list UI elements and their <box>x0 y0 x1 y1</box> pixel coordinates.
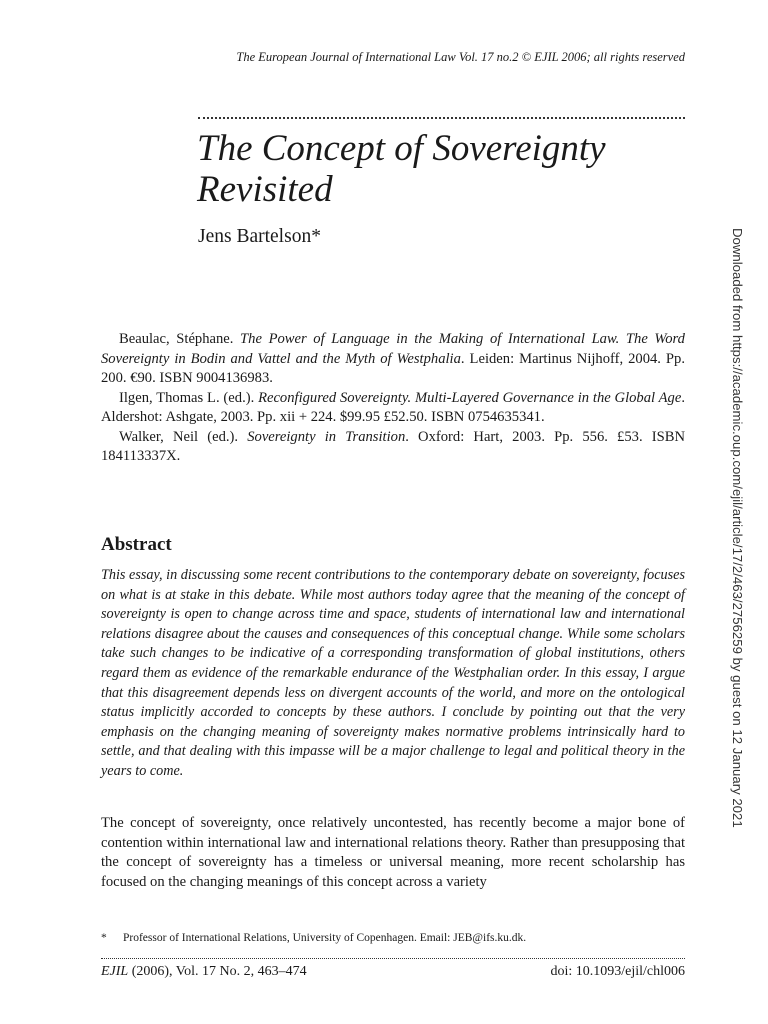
title-top-rule <box>198 117 685 119</box>
download-watermark-text: Downloaded from https://academic.oup.com/ejil/article/17/2/463/2756259 by guest on 12 January 2021 <box>730 228 745 828</box>
author-name: Jens Bartelson* <box>198 226 321 247</box>
reviewed-books-list <box>101 330 685 467</box>
footer-doi: doi: 10.1093/ejil/chl006 <box>550 964 685 979</box>
reference-details: . Leiden: Martinus Nijhoff, 2004. Pp. 200. €90. ISBN 9004136983. <box>101 350 685 386</box>
footnote-mark: * <box>101 932 107 944</box>
footnote-text: Professor of International Relations, University of Copenhagen. Email: JEB@ifs.ku.dk. <box>123 932 527 944</box>
reference-details: . Oxford: Hart, 2003. Pp. 556. £53. ISBN 184113337X. <box>101 428 685 464</box>
footnote <box>101 932 685 944</box>
reference-item <box>101 428 685 467</box>
reference-author: Walker, Neil (ed.). <box>119 428 248 445</box>
body-paragraph: The concept of sovereignty, once relatively uncontested, has recently become a major bone of contention within international law and international relations theory. Rather than presupposing that the concept of sovereignty has a timeless or universal meaning, more recent scholarship has focused on the changing meanings of this concept across a variety <box>101 815 685 890</box>
reference-details: . Aldershot: Ashgate, 2003. Pp. xii + 224. $99.95 £52.50. ISBN 0754635341. <box>101 389 685 425</box>
footer-journal: EJIL <box>101 964 129 979</box>
reference-item <box>101 330 685 389</box>
download-watermark <box>727 228 747 828</box>
running-head: The European Journal of International Law Vol. 17 no.2 © EJIL 2006; all rights reserved <box>236 50 685 64</box>
abstract-text: This essay, in discussing some recent contributions to the contemporary debate on sovereignty, focuses on what is at stake in this debate. While most authors today agree that the meaning of the concept of sovereignty is open to change across time and space, students of international law and international relations disagree about the causes and consequences of this conceptual change. While some scholars take such changes to be indicative of a corresponding transformation of global institutions, others regard them as evidence of the remarkable endurance of the Westphalian order. In this essay, I argue that this disagreement depends less on divergent accounts of the world, and more on the ontological status implicitly accorded to concepts by these authors. I conclude by pointing out that the very emphasis on the changing meaning of sovereignty makes normative problems intrinsically hard to settle, and that dealing with this impasse will be a major challenge to legal and political theory in the years to come. <box>101 567 685 779</box>
reference-title: Sovereignty in Transition <box>247 428 406 445</box>
reference-title: The Power of Language in the Making of International Law. The Word Sovereignty in Bodin and Vattel and the Myth of Westphalia <box>101 331 685 367</box>
article-title: The Concept of Sovereignty Revisited <box>197 128 606 210</box>
footer-citation <box>101 964 307 980</box>
reference-item <box>101 389 685 428</box>
abstract-heading: Abstract <box>101 534 172 555</box>
reference-title: Reconfigured Sovereignty. Multi-Layered Governance in the Global Age <box>258 389 682 406</box>
footer-volume: (2006), Vol. 17 No. 2, 463–474 <box>128 964 307 979</box>
reference-author: Beaulac, Stéphane. <box>119 331 241 347</box>
reference-author: Ilgen, Thomas L. (ed.). <box>119 389 259 406</box>
footer-rule <box>101 958 685 959</box>
